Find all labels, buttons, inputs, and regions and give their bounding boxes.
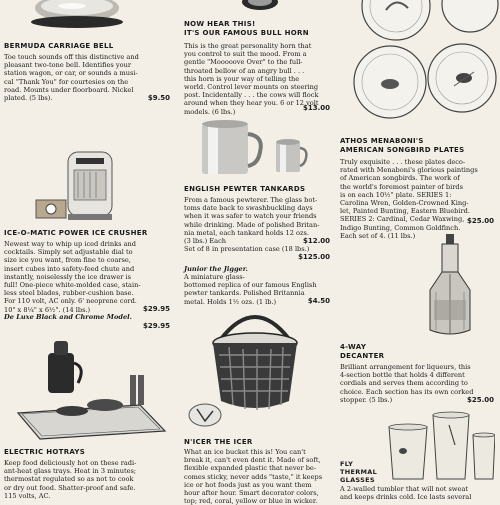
plates-title: ATHOS MENABONI'S AMERICAN SONGBIRD PLATES bbox=[340, 137, 465, 154]
hotrays-title: ELECTRIC HOTRAYS bbox=[4, 448, 86, 456]
glasses-title: FLY THERMAL GLASSES bbox=[340, 460, 378, 484]
icer-title: N'ICER THE ICER bbox=[184, 438, 253, 446]
tankards-set-text: Set of 8 in presentation case (18 lbs.) bbox=[184, 245, 310, 253]
ice-crusher-title: ICE-O-MATIC POWER ICE CRUSHER bbox=[4, 229, 148, 237]
tankards-set-price: $125.00 bbox=[298, 253, 330, 261]
bull-horn-description: This is the great personality horn that you control to suit the mood. From a gentle "Mooooove Over" to the full- throated bellow of an angry bull . . . this horn is your way of telling the world. Control lever mounts on steering post. Incidentally . . . the cows will flock around when they hear you. 6 or 12 volt models. (6 lbs.) bbox=[184, 42, 319, 116]
hotrays-illustration bbox=[10, 335, 170, 440]
bull-horn-illustration bbox=[230, 0, 290, 12]
deluxe-model-price: $29.95 bbox=[142, 322, 170, 330]
deluxe-model-label: De Luxe Black and Chrome Model. bbox=[4, 313, 132, 321]
decanter-illustration bbox=[420, 230, 480, 340]
hotrays-description: Keep food deliciously hot on these radi- ant-heat glass trays. Heat in 3 minutes; thermostat regulated so as not to cook or dry out food. Shatter-proof and safe. 115 volts, AC. bbox=[4, 459, 137, 500]
bell-description: Toe touch sounds off this distinctive and pleasant two-tone bell. Identifies your station wagon, or car, or sounds a musi- cal "Thank You" for courtesies on the road. Mounts under floorboard. Nickel plated. (5 lbs). bbox=[4, 53, 139, 103]
bell-price: $9.50 bbox=[147, 94, 170, 102]
pewter-tankards-illustration bbox=[190, 110, 330, 182]
bull-horn-price: $13.00 bbox=[302, 104, 330, 112]
ice-crusher-description: Newest way to whip up iced drinks and cocktails. Simply set adjustable dial to size ice you want, from fine to coarse, insert cubes into safety-feed chute and instantly, noiselessly the ice drawer is full! One-piece white-molded case, stain- less steel blades, rubber-cushion base. For 110 volt, AC only. 6' neoprene cord. 10" x 8¼" x 6½". (14 lbs.) bbox=[4, 240, 141, 314]
jigger-price: $4.50 bbox=[307, 297, 330, 305]
carriage-bell-illustration bbox=[22, 0, 132, 40]
tankards-title: ENGLISH PEWTER TANKARDS bbox=[184, 185, 306, 193]
bull-horn-title: NOW HEAR THIS! IT'S OUR FAMOUS BULL HORN bbox=[184, 20, 309, 37]
plates-price: $25.00 bbox=[466, 217, 494, 225]
decanter-description: Brilliant arrangement for liqueurs, this 4-section bottle that holds 4 different cordials and serves them according to choice. Each section has its own corked stopper. (5 lbs.) bbox=[340, 363, 474, 404]
thermal-glasses-illustration bbox=[385, 405, 495, 483]
songbird-plates-illustration bbox=[350, 0, 500, 128]
icer-description: What an ice bucket this is! You can't break it, can't even dent it. Made of soft, flexible expanded plastic that never be- comes sticky, never adds "taste," it keeps ice or hot foods just as you want them hour after hour. Smart decorator colors, top; red, coral, yellow or blue in wicker. bbox=[184, 448, 323, 505]
ice-crusher-price: $29.95 bbox=[142, 305, 170, 313]
plates-description: Truly exquisite . . . these plates deco- rated with Menaboni's glorious paintings of American songbirds. The work of the world's foremost painter of birds is on each 10½" plate. SERIES 1: Carolina Wren, Golden-Crowned King- let, Painted Bunting, Eastern Bluebird. SERIES 2: Cardinal, Cedar Waxwing, Indigo Bunting, Common Goldfinch. Each set of 4. (11 lbs.) bbox=[340, 158, 478, 240]
jigger-label: Junior the Jigger. bbox=[184, 265, 248, 273]
ice-crusher-illustration bbox=[30, 148, 140, 228]
decanter-title: 4-WAY DECANTER bbox=[340, 343, 385, 360]
tankards-description: From a famous pewterer. The glass bot- toms date back to swashbuckling days when it was safer to watch your friends while drinking. Made of polished Britan- nia metal, each tankard holds 12 ozs. (3 lbs.) Each bbox=[184, 196, 320, 246]
ice-bucket-illustration bbox=[185, 305, 335, 435]
jigger-description: A miniature glass- bottomed replica of our famous English pewter tankards. Polished Britannia metal. Holds 1½ ozs. (1 lb.) bbox=[184, 273, 317, 306]
decanter-price: $25.00 bbox=[466, 396, 494, 404]
tankards-price: $12.00 bbox=[302, 237, 330, 245]
glasses-description: A 2-walled tumbler that will not sweat and keeps drinks cold. Ice lasts several bbox=[340, 485, 472, 502]
bell-title: BERMUDA CARRIAGE BELL bbox=[4, 42, 114, 50]
